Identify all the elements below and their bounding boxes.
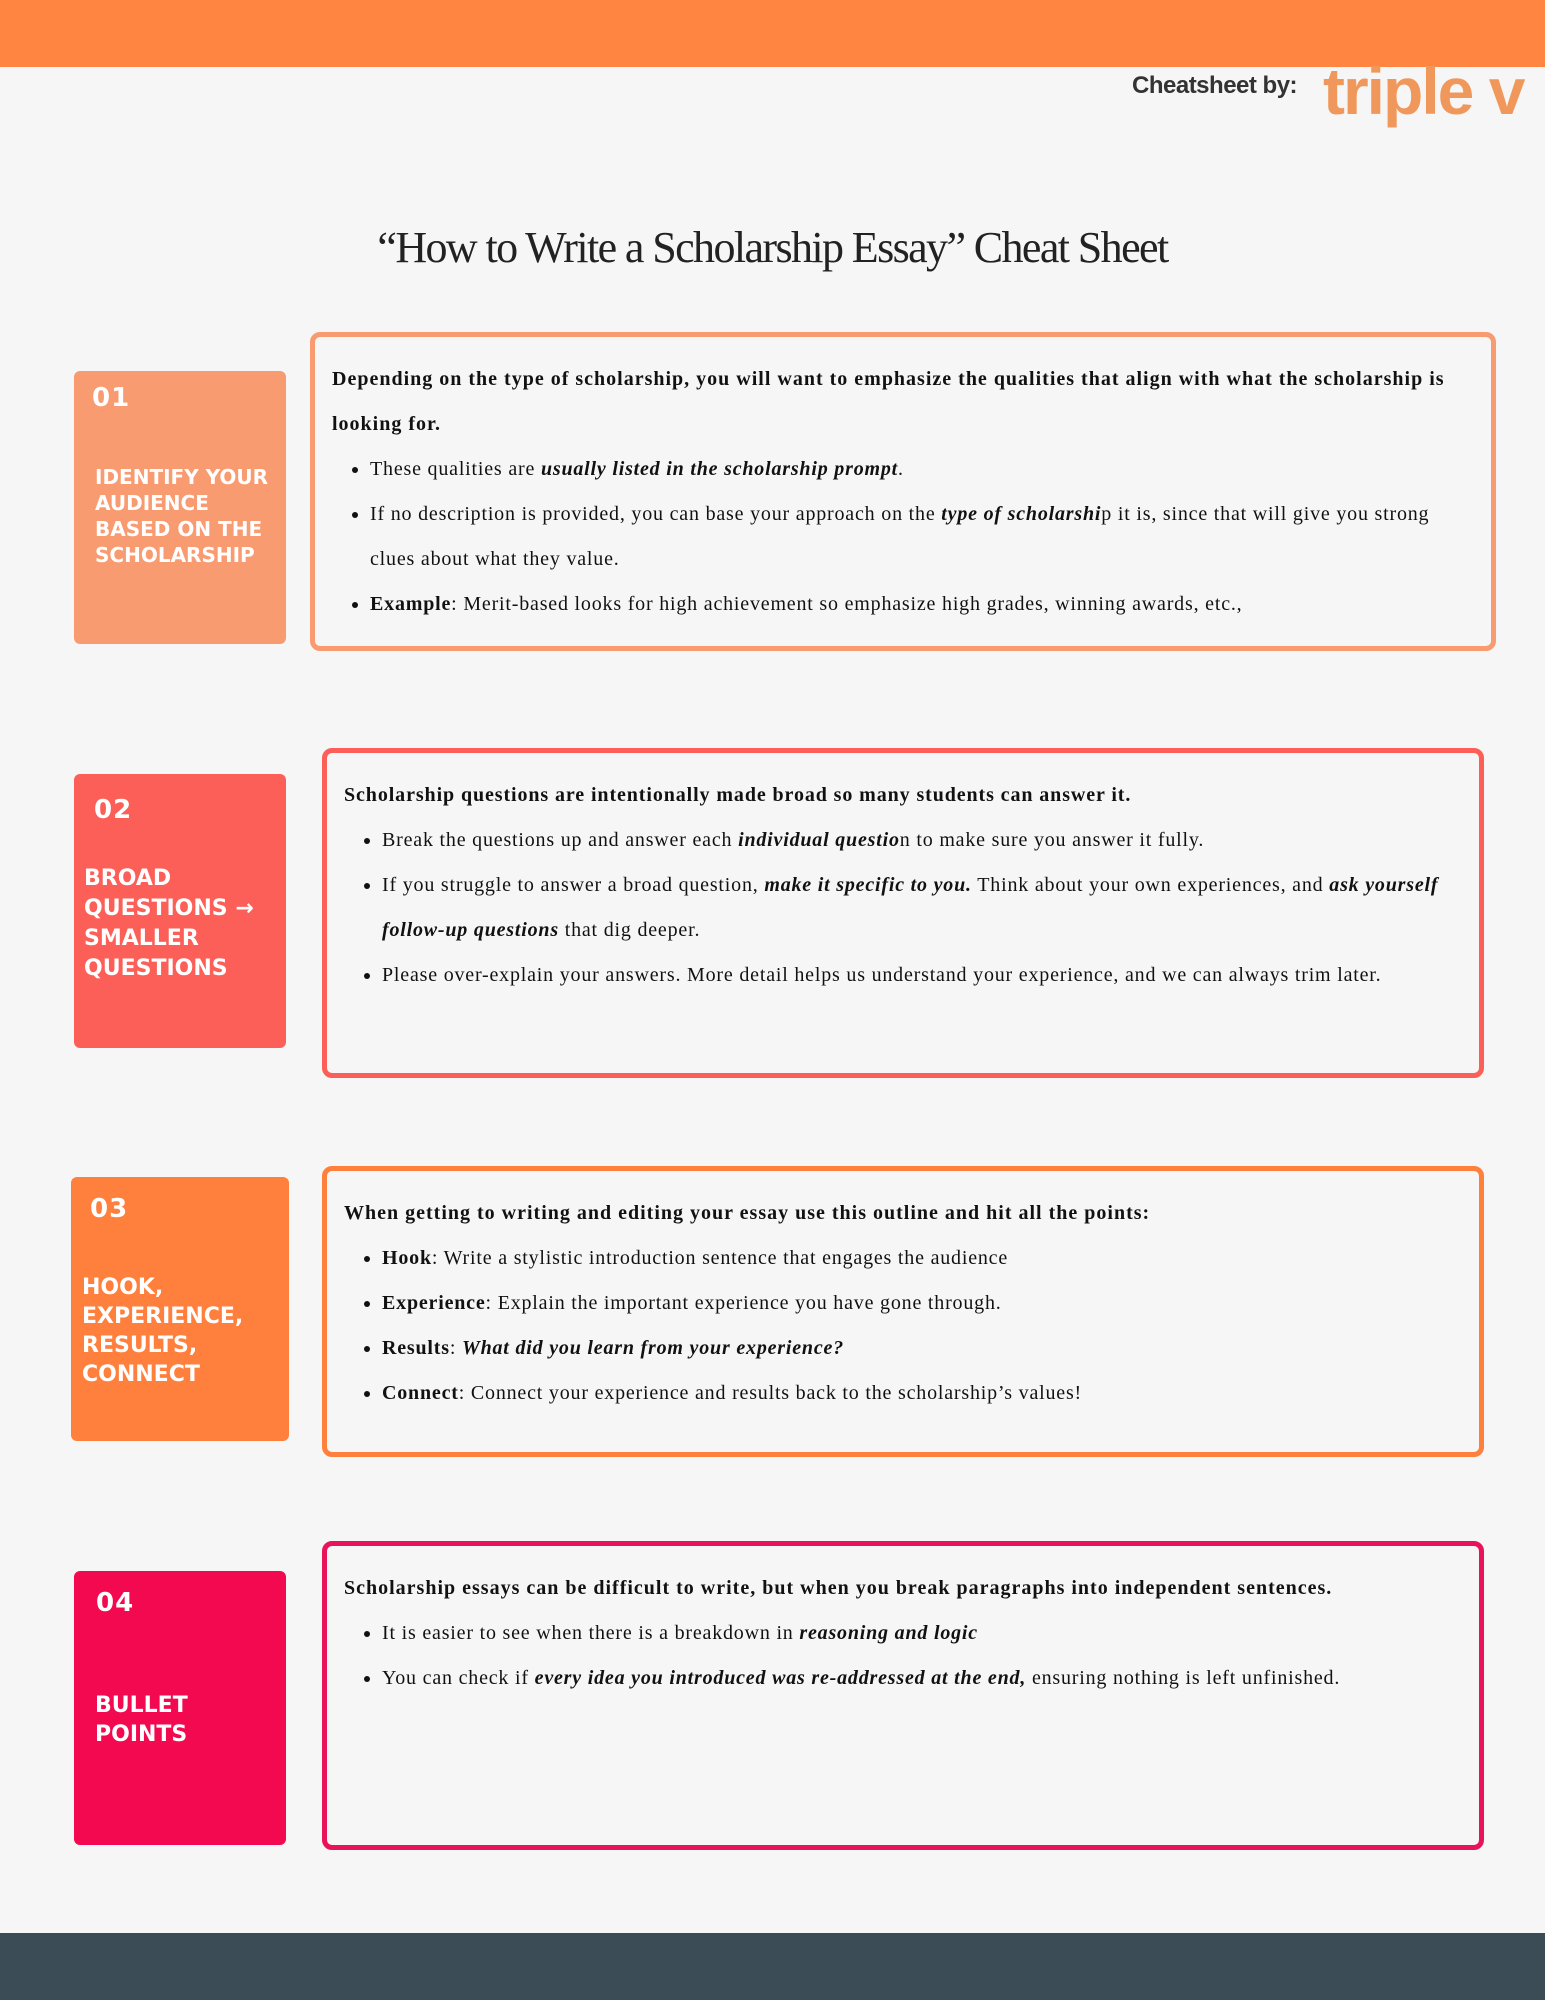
top-bar bbox=[0, 0, 1545, 67]
list-item: • If you struggle to answer a broad question, make it specific to you. Think about your own experiences, and ask yourself follow-up questions that dig deeper. bbox=[382, 863, 1457, 953]
section-label: HOOK, EXPERIENCE, RESULTS, CONNECT bbox=[82, 1275, 244, 1387]
list-item: • Experience: Explain the important experience you have gone through. bbox=[382, 1281, 1457, 1326]
page-title: “How to Write a Scholarship Essay” Cheat Sheet bbox=[377, 223, 1168, 272]
list-item: • Hook: Write a stylistic introduction sentence that engages the audience bbox=[382, 1236, 1457, 1281]
section-tag-02 bbox=[74, 774, 286, 1048]
section-label: BULLET POINTS bbox=[95, 1693, 188, 1747]
section-number: 01 bbox=[92, 383, 131, 413]
list-item: • If no description is provided, you can base your approach on the type of scholarship it is, since that will give you strong clues about what they value. bbox=[370, 492, 1469, 582]
list-item: • You can check if every idea you introduced was re-addressed at the end, ensuring nothing is left unfinished. bbox=[382, 1656, 1457, 1701]
list-item: • These qualities are usually listed in the scholarship prompt. bbox=[370, 447, 1469, 492]
section-box-04 bbox=[322, 1541, 1484, 1850]
list-item: • Example: Merit-based looks for high achievement so emphasize high grades, winning awards, etc., bbox=[370, 582, 1469, 627]
bullet-list bbox=[344, 1611, 1457, 1701]
section-number: 02 bbox=[94, 795, 133, 825]
section-lead: Scholarship essays can be difficult to write, but when you break paragraphs into independent sentences. bbox=[344, 1577, 1333, 1599]
section-tag-03 bbox=[71, 1177, 289, 1441]
section-number: 03 bbox=[90, 1194, 129, 1224]
section-box-02 bbox=[322, 748, 1484, 1078]
brand-logo: triple v bbox=[1323, 54, 1524, 128]
bottom-bar bbox=[0, 1933, 1545, 2000]
section-label: IDENTIFY YOUR AUDIENCE BASED ON THE SCHOLARSHIP bbox=[95, 465, 269, 567]
section-label: BROAD QUESTIONS → SMALLER QUESTIONS bbox=[84, 866, 254, 981]
section-lead: Scholarship questions are intentionally made broad so many students can answer it. bbox=[344, 784, 1132, 806]
section-lead: When getting to writing and editing your essay use this outline and hit all the points: bbox=[344, 1202, 1151, 1224]
list-item: • Please over-explain your answers. More detail helps us understand your experience, and we can always trim later. bbox=[382, 953, 1457, 998]
list-item: • It is easier to see when there is a breakdown in reasoning and logic bbox=[382, 1611, 1457, 1656]
section-box-03 bbox=[322, 1166, 1484, 1457]
section-tag-01 bbox=[74, 371, 286, 644]
section-number: 04 bbox=[96, 1588, 135, 1618]
bullet-list bbox=[332, 447, 1469, 627]
list-item: • Connect: Connect your experience and results back to the scholarship’s values! bbox=[382, 1371, 1457, 1416]
bullet-list bbox=[344, 1236, 1457, 1416]
bullet-list bbox=[344, 818, 1457, 998]
section-lead: Depending on the type of scholarship, you will want to emphasize the qualities that align with what the scholarship is looking for. bbox=[332, 368, 1445, 435]
list-item: • Results: What did you learn from your experience? bbox=[382, 1326, 1457, 1371]
credit-label: Cheatsheet by: bbox=[1132, 72, 1298, 99]
section-tag-04 bbox=[74, 1571, 286, 1845]
section-box-01 bbox=[310, 332, 1496, 651]
list-item: • Break the questions up and answer each individual question to make sure you answer it fully. bbox=[382, 818, 1457, 863]
